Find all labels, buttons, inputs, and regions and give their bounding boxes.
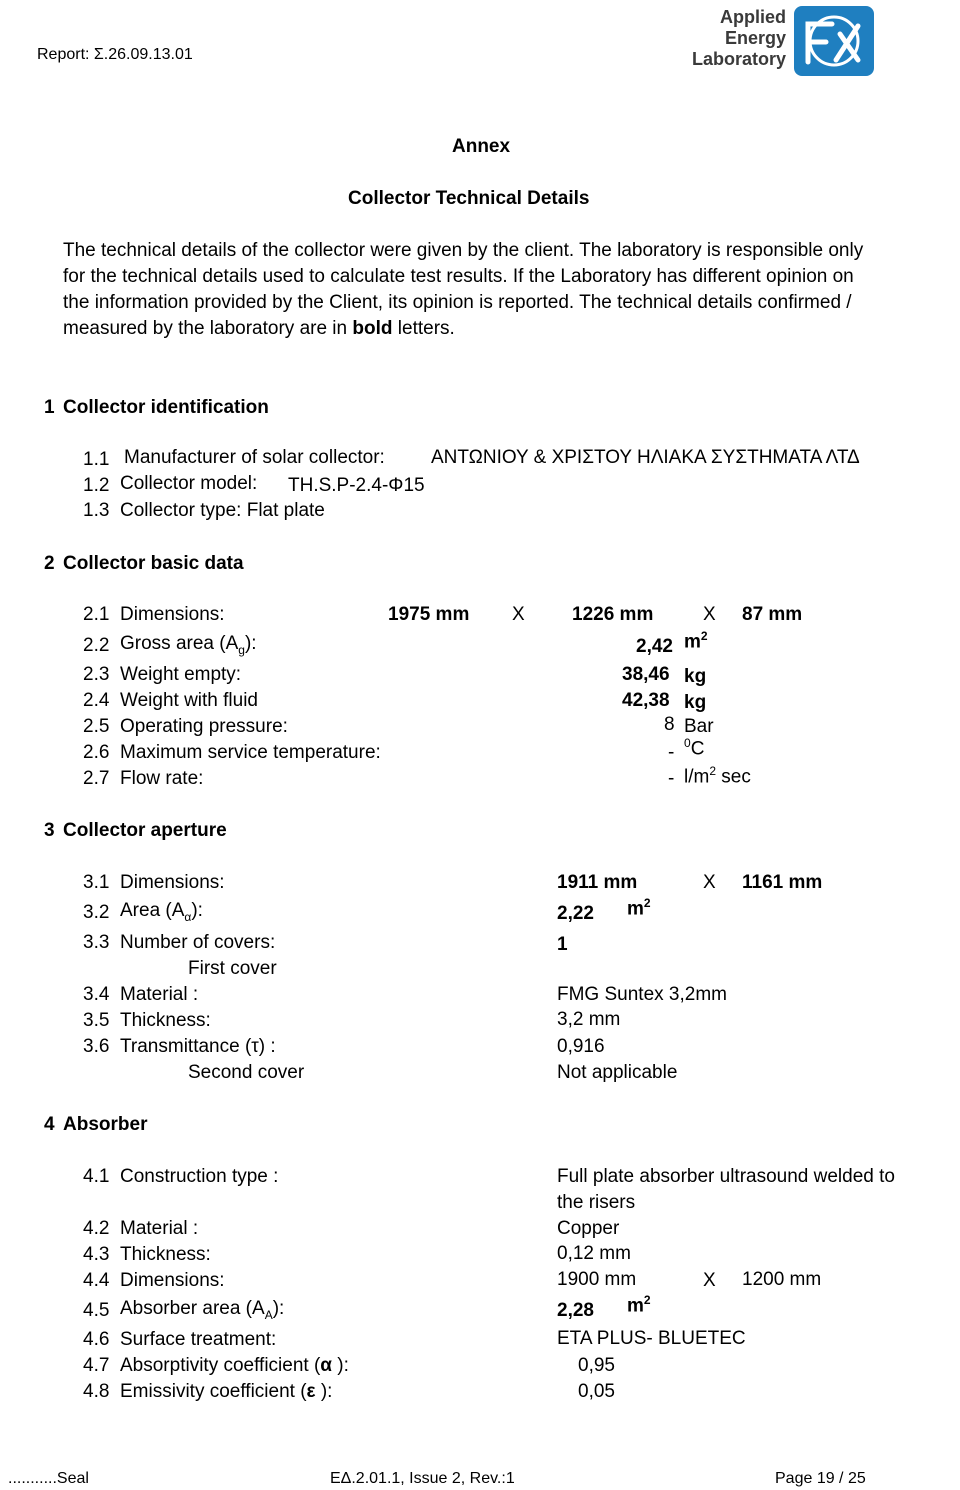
report-number: Report: Σ.26.09.13.01 bbox=[37, 46, 193, 63]
footer-doc-ref: ΕΔ.2.01.1, Issue 2, Rev.:1 bbox=[330, 1470, 515, 1487]
annex-title: Annex bbox=[452, 136, 511, 157]
construction-type-label: Construction type : bbox=[120, 1166, 279, 1187]
times-sign: X bbox=[703, 872, 716, 893]
gross-area-value: 2,42 bbox=[636, 636, 673, 657]
logo-line-2: Energy bbox=[724, 28, 786, 48]
row-number: 4.1 bbox=[83, 1166, 110, 1187]
weight-empty-label: Weight empty: bbox=[120, 664, 242, 685]
model-label: Collector model: bbox=[120, 473, 258, 494]
manufacturer-value: ΑΝΤΩΝΙΟΥ & ΧΡΙΣΤΟΥ ΗΛΙΑΚΑ ΣΥΣΤΗΜΑΤΑ ΛΤΔ bbox=[431, 447, 860, 468]
absorber-width: 1200 mm bbox=[742, 1269, 822, 1290]
dimension-width: 1226 mm bbox=[572, 604, 654, 625]
flow-rate-unit: $l/m^2$ sec bbox=[684, 764, 751, 788]
aperture-length: 1911 mm bbox=[557, 872, 638, 893]
absorber-material-label: Material : bbox=[120, 1218, 199, 1239]
row-number: 3.1 bbox=[83, 872, 110, 893]
section-1-title: Collector identification bbox=[63, 397, 269, 418]
weight-fluid-unit: kg bbox=[684, 692, 707, 713]
absorber-dimensions-label: Dimensions: bbox=[120, 1270, 225, 1291]
second-cover-heading: Second cover bbox=[188, 1062, 305, 1083]
cover-thickness-value: 3,2 mm bbox=[557, 1009, 621, 1030]
intro-line: for the technical details used to calculate test results. If the Laboratory has different opinion on bbox=[63, 266, 854, 287]
gross-area-unit: $m^2$ bbox=[684, 629, 708, 653]
intro-line: measured by the laboratory are in bold letters. bbox=[63, 318, 455, 339]
section-3-title: Collector aperture bbox=[63, 820, 227, 841]
absorber-area-label: Absorber area $(A_A)$: bbox=[120, 1298, 285, 1322]
covers-value: 1 bbox=[557, 934, 568, 955]
intro-paragraph bbox=[63, 238, 960, 342]
dimension-length: 1975 mm bbox=[388, 604, 470, 625]
row-number: 2.6 bbox=[83, 742, 110, 763]
aperture-area-unit: $m^2$ bbox=[627, 896, 651, 920]
row-number: 4.3 bbox=[83, 1244, 110, 1265]
section-2-title: Collector basic data bbox=[63, 553, 244, 574]
flow-rate-value: - bbox=[668, 768, 675, 789]
times-sign: X bbox=[703, 604, 716, 625]
transmittance-label: Transmittance (τ) : bbox=[120, 1036, 276, 1057]
row-number: 2.3 bbox=[83, 664, 110, 685]
transmittance-value: 0,916 bbox=[557, 1036, 605, 1057]
max-temperature-value: - bbox=[668, 742, 675, 763]
construction-type-value-cont: the risers bbox=[557, 1192, 636, 1213]
logo-line-1: Applied bbox=[720, 7, 786, 27]
collector-type: Collector type: Flat plate bbox=[120, 500, 325, 521]
cover-material-label: Material : bbox=[120, 984, 199, 1005]
row-number: 3.3 bbox=[83, 932, 110, 953]
section-3-number: 3 bbox=[44, 820, 55, 841]
times-sign: X bbox=[703, 1270, 716, 1291]
row-number: 3.2 bbox=[83, 902, 110, 923]
operating-pressure-unit: Bar bbox=[684, 716, 714, 737]
row-number: 4.2 bbox=[83, 1218, 110, 1239]
emissivity-value: 0,05 bbox=[578, 1381, 615, 1402]
row-number: 2.7 bbox=[83, 768, 110, 789]
absorber-thickness-value: 0,12 mm bbox=[557, 1243, 631, 1264]
footer-seal: ...........Seal bbox=[8, 1470, 89, 1487]
row-number: 4.6 bbox=[83, 1329, 110, 1350]
model-value: TH.S.P-2.4-Φ15 bbox=[288, 475, 425, 496]
aperture-dimensions-label: Dimensions: bbox=[120, 872, 225, 893]
weight-fluid-value: 42,38 bbox=[622, 690, 670, 711]
cover-thickness-label: Thickness: bbox=[120, 1010, 211, 1031]
construction-type-value: Full plate absorber ultrasound welded to bbox=[557, 1166, 895, 1187]
company-logo bbox=[668, 2, 878, 80]
row-number: 2.2 bbox=[83, 635, 110, 656]
weight-empty-unit: kg bbox=[684, 666, 707, 687]
logo-line-3: Laboratory bbox=[691, 49, 786, 69]
absorber-material-value: Copper bbox=[557, 1218, 620, 1239]
dimensions-label: Dimensions: bbox=[120, 604, 225, 625]
weight-empty-value: 38,46 bbox=[622, 664, 670, 685]
max-temperature-label: Maximum service temperature: bbox=[120, 742, 381, 763]
absorber-area-value: 2,28 bbox=[557, 1300, 594, 1321]
absorptivity-value: 0,95 bbox=[578, 1355, 615, 1376]
cover-material-value: FMG Suntex 3,2mm bbox=[557, 984, 727, 1005]
intro-line: The technical details of the collector were given by the client. The laboratory is responsible only bbox=[63, 240, 864, 261]
absorber-thickness-label: Thickness: bbox=[120, 1244, 211, 1265]
row-number: 2.4 bbox=[83, 690, 110, 711]
footer-page-number: Page 19 / 25 bbox=[775, 1470, 866, 1487]
emissivity-label: Emissivity coefficient (ε ): bbox=[120, 1381, 333, 1402]
second-cover-value: Not applicable bbox=[557, 1062, 678, 1083]
row-number: 2.1 bbox=[83, 604, 110, 625]
row-number: 3.6 bbox=[83, 1036, 110, 1057]
row-number: 1.1 bbox=[83, 449, 110, 470]
row-number: 4.4 bbox=[83, 1270, 110, 1291]
document-subtitle: Collector Technical Details bbox=[348, 188, 590, 209]
row-number: 2.5 bbox=[83, 716, 110, 737]
weight-fluid-label: Weight with fluid bbox=[120, 690, 258, 711]
section-4-number: 4 bbox=[44, 1114, 55, 1135]
operating-pressure-label: Operating pressure: bbox=[120, 716, 288, 737]
row-number: 3.4 bbox=[83, 984, 110, 1005]
section-1-number: 1 bbox=[44, 397, 55, 418]
gross-area-label: Gross area $(A_g)$: bbox=[120, 633, 257, 657]
surface-treatment-label: Surface treatment: bbox=[120, 1329, 277, 1350]
aperture-area-label: Area $(A_\alpha)$: bbox=[120, 900, 203, 924]
surface-treatment-value: ETA PLUS- BLUETEC bbox=[557, 1328, 746, 1349]
row-number: 4.7 bbox=[83, 1355, 110, 1376]
operating-pressure-value: 8 bbox=[664, 714, 675, 735]
covers-label: Number of covers: bbox=[120, 932, 276, 953]
absorptivity-label: Absorptivity coefficient (α ): bbox=[120, 1355, 349, 1376]
row-number: 4.5 bbox=[83, 1300, 110, 1321]
absorber-area-unit: $m^2$ bbox=[627, 1293, 651, 1317]
row-number: 1.2 bbox=[83, 475, 110, 496]
dimension-height: 87 mm bbox=[742, 604, 803, 625]
intro-line: the information provided by the Client, its opinion is reported. The technical details confirmed / bbox=[63, 292, 852, 313]
absorber-length: 1900 mm bbox=[557, 1269, 637, 1290]
first-cover-heading: First cover bbox=[188, 958, 277, 979]
times-sign: X bbox=[512, 604, 525, 625]
row-number: 3.5 bbox=[83, 1010, 110, 1031]
manufacturer-label: Manufacturer of solar collector: bbox=[124, 447, 385, 468]
max-temperature-unit: $^0$C bbox=[684, 736, 705, 760]
row-number: 1.3 bbox=[83, 500, 110, 521]
logo-mark-icon bbox=[792, 4, 876, 78]
flow-rate-label: Flow rate: bbox=[120, 768, 204, 789]
section-2-number: 2 bbox=[44, 553, 55, 574]
aperture-area-value: 2,22 bbox=[557, 903, 594, 924]
row-number: 4.8 bbox=[83, 1381, 110, 1402]
aperture-width: 1161 mm bbox=[742, 872, 823, 893]
section-4-title: Absorber bbox=[63, 1114, 148, 1135]
